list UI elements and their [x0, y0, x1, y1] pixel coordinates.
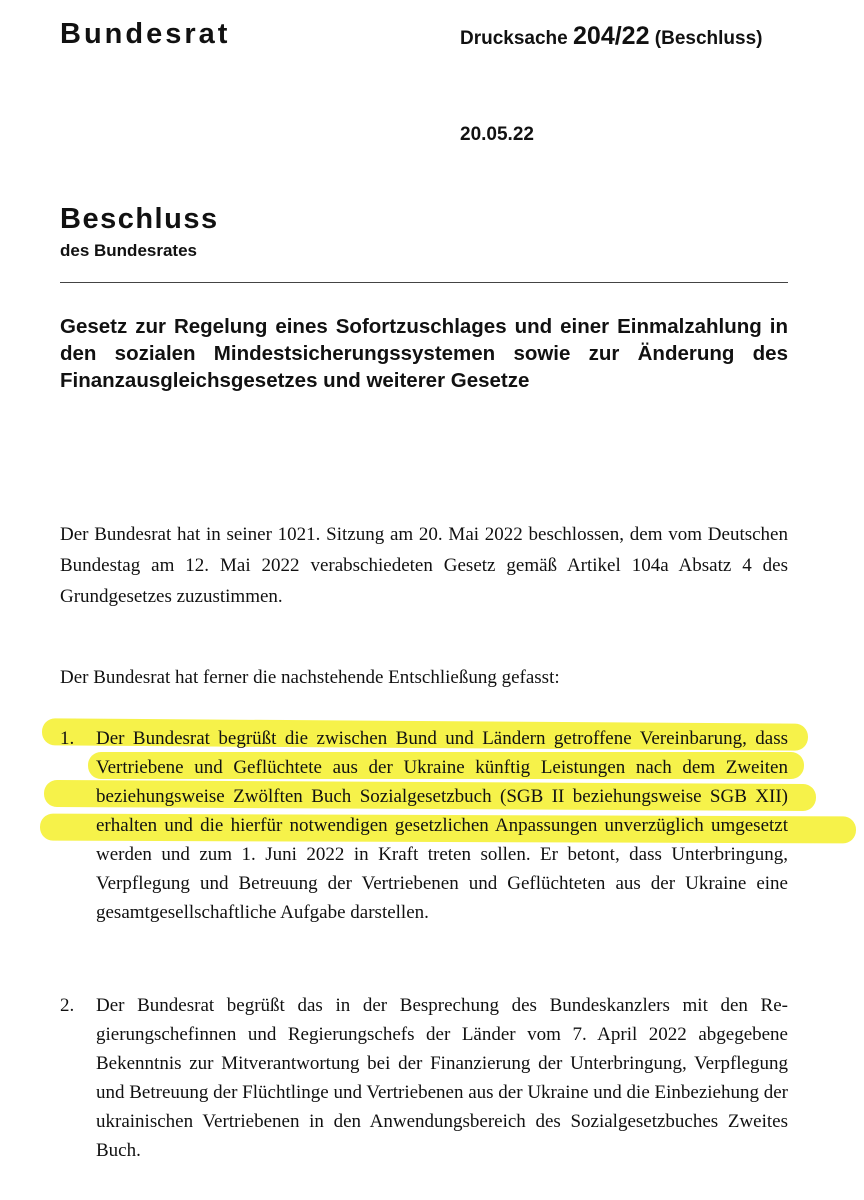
list-item-text: Der Bundesrat begrüßt die zwischen Bund und Ländern getroffene Vereinbarung, dass Vertriebene und Geflüchtete aus der Ukraine künftig Leistungen nach dem Zweiten beziehungsweise Zwölften Buch Sozialgesetzbuch (SGB II beziehungsweise SGB XII) erhalten und die hierfür notwendigen gesetzlichen Anpassungen unverzüglich umgesetzt werden und zum 1. Juni 2022 in Kraft treten sollen. Er betont, dass Unterbringung, Verpflegung und Betreuung der Vertriebenen und Geflüchteten aus der Ukraine eine gesamtgesellschaftliche Aufgabe darstellen. — [96, 728, 788, 923]
paragraph-resolution-intro: Der Bundesrat hat ferner die nachstehende Entschließung gefasst: — [60, 667, 560, 688]
drucksache-reference — [460, 22, 762, 51]
drucksache-type: (Beschluss) — [654, 28, 763, 49]
list-item — [60, 991, 788, 1165]
paragraph-approval: Der Bundesrat hat in seiner 1021. Sitzung am 20. Mai 2022 beschlossen, dem vom Deutschen Bundestag am 12. Mai 2022 verabschiedeten Gesetz gemäß Artikel 104a Absatz 4 des Grundgesetzes zuzustimmen. — [60, 524, 788, 607]
document-subtitle: des Bundesrates — [60, 241, 197, 260]
list-item-text: Der Bundesrat begrüßt das in der Besprechung des Bundeskanzlers mit den Regierungschefinnen und Regierungschefs der Länder vom 7. April 2022 abgegebene Bekenntnis zur Mitverantwortung bei der Finanzierung der Unterbringung, Verpflegung und Betreuung der Flüchtlinge und Vertriebenen aus der Ukraine und die Einbeziehung der ukrainischen Vertriebenen in den Anwendungsbereich des Sozialgesetzbuches Zweites Buch. — [96, 995, 788, 1161]
list-item-number: 1. — [60, 728, 75, 749]
document-type: Beschluss — [60, 203, 219, 235]
header-divider — [60, 282, 788, 283]
list-item — [60, 724, 788, 927]
list-item-number: 2. — [60, 995, 75, 1016]
law-title: Gesetz zur Regelung eines Sofortzuschlages und einer Einmalzahlung in den sozialen Mindestsicherungssystemen sowie zur Änderung des Finanzausgleichsgesetzes und weiterer Gesetze — [60, 315, 788, 392]
drucksache-number: 204/22 — [573, 22, 650, 50]
organization-name: Bundesrat — [60, 18, 231, 50]
document-date: 20.05.22 — [460, 124, 534, 145]
drucksache-label: Drucksache — [460, 28, 568, 49]
